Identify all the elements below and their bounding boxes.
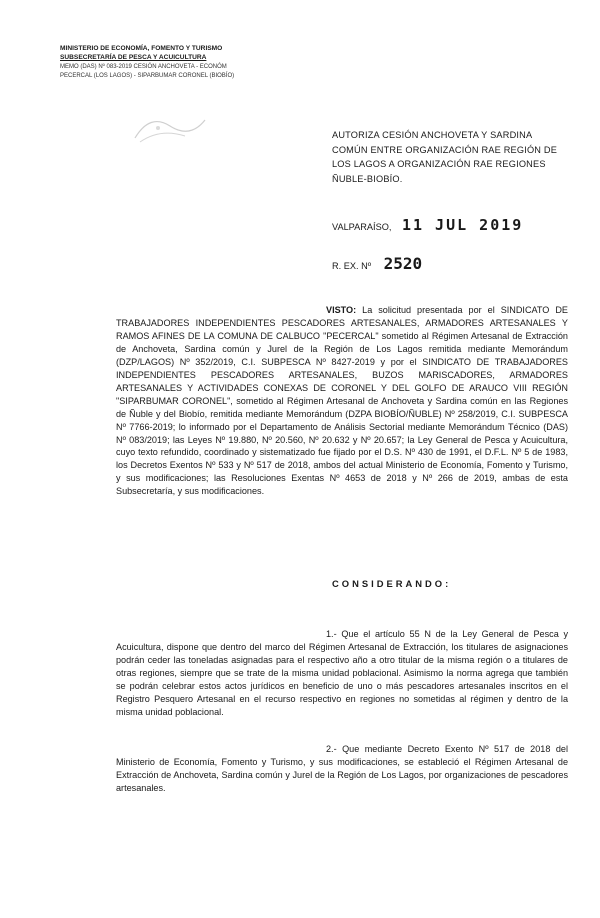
date-place: VALPARAÍSO, xyxy=(332,222,392,232)
visto-label: VISTO: xyxy=(326,305,357,315)
visto-text: La solicitud presentada por el SINDICATO DE TRABAJADORES INDEPENDIENTES PESCADORES ARTESANALES, ARMADORES ARTESANALES Y RAMOS AFINES DE LA COMUNA DE CALBUCO "PECERCAL" sometido al Régimen Artesanal de Extracción de Anchoveta, Sardina común y Jurel de la Región de Los Lagos remitida mediante Memorándum (DZP/LAGOS) Nº 352/2019, C.I. SUBPESCA Nº 8427-2019 y por el SINDICATO DE TRABAJADORES INDEPENDIENTES PESCADORES ARTESANALES, BUZOS MARISCADORES, ARMADORES ARTESANALES Y ACTIVIDADES CONEXAS DE CORONEL Y DEL GOLFO DE ARAUCO VIII REGIÓN "SIPARBUMAR CORONEL", sometido al Régimen Artesanal de Anchoveta y Sardina común en las Regiones de Ñuble y del Biobío, remitida mediante Memorándum (DZPA BIOBÍO/ÑUBLE) Nº 258/2019, C.I. SUBPESCA Nº 7766-2019; lo informado por el Departamento de Análisis Sectorial mediante Memorándum Técnico (DAS) Nº 083/2019; las Leyes Nº 19.880, Nº 20.560, Nº 20.632 y Nº 20.657; la Ley General de Pesca y Acuicultura, cuyo texto refundido, coordinado y sistematizado fue fijado por el D.S. Nº 430 de 1991, el D.F.L. Nº 5 de 1983, los Decretos Exentos Nº 533 y Nº 517 de 2018, ambos del actual Ministerio de Economía, Fomento y Turismo, y sus modificaciones; las Resoluciones Exentas Nº 4653 de 2018 y Nº 266 de 2019, ambas de esta Subsecretaría, y sus modificaciones. xyxy=(116,305,568,497)
ministry-name: MINISTERIO DE ECONOMÍA, FOMENTO Y TURISMO xyxy=(60,45,223,52)
date-line xyxy=(332,216,572,234)
memo-reference-2: PECERCAL (LOS LAGOS) - SIPARBUMAR CORONEL (BIOBÍO) xyxy=(60,73,235,80)
resolution-number-line xyxy=(332,254,572,273)
rex-label: R. EX. Nº xyxy=(332,261,372,271)
resolution-subject: AUTORIZA CESIÓN ANCHOVETA Y SARDINA COMÚN ENTRE ORGANIZACIÓN RAE REGIÓN DE LOS LAGOS A ORGANIZACIÓN RAE REGIONES ÑUBLE-BIOBÍO. xyxy=(332,130,558,184)
subsecretariat-name: SUBSECRETARÍA DE PESCA Y ACUICULTURA xyxy=(60,54,207,62)
considerando-p2-text: 2.- Que mediante Decreto Exento Nº 517 de 2018 del Ministerio de Economía, Fomento y Turismo, y sus modificaciones, se estableció el Régimen Artesanal de Extracción de Anchoveta, Sardina común y Jurel de la Región de Los Lagos, por organizaciones de pescadores artesanales. xyxy=(116,744,568,793)
visto-section xyxy=(116,304,568,498)
considerando-paragraph-1 xyxy=(116,628,568,719)
memo-reference: MEMO (DAS) Nº 083-2019 CESIÓN ANCHOVETA - ECONÓM xyxy=(60,63,227,70)
institution-header xyxy=(60,44,290,82)
faded-stamp-icon xyxy=(130,108,210,148)
considerando-p1-text: 1.- Que el artículo 55 N de la Ley General de Pesca y Acuicultura, dispone que dentro del marco del Régimen Artesanal de Extracción, los titulares de asignaciones podrán ceder las toneladas asignadas para el respectivo año a otro titular de la misma región o a titulares de otras regiones, siempre que se trate de la misma unidad poblacional. Asimismo la norma agrega que también se podrán celebrar estos actos jurídicos en beneficio de uno o más pescadores artesanales inscritos en el Registro Pesquero Artesanal en el recurso respectivo en regiones no sometidas al régimen y dentro de la misma unidad poblacional. xyxy=(116,629,568,717)
date-value: 11 JUL 2019 xyxy=(401,216,524,234)
considerando-paragraph-2 xyxy=(116,743,568,795)
considerando-title: CONSIDERANDO: xyxy=(332,578,452,589)
rex-number: 2520 xyxy=(383,254,423,273)
